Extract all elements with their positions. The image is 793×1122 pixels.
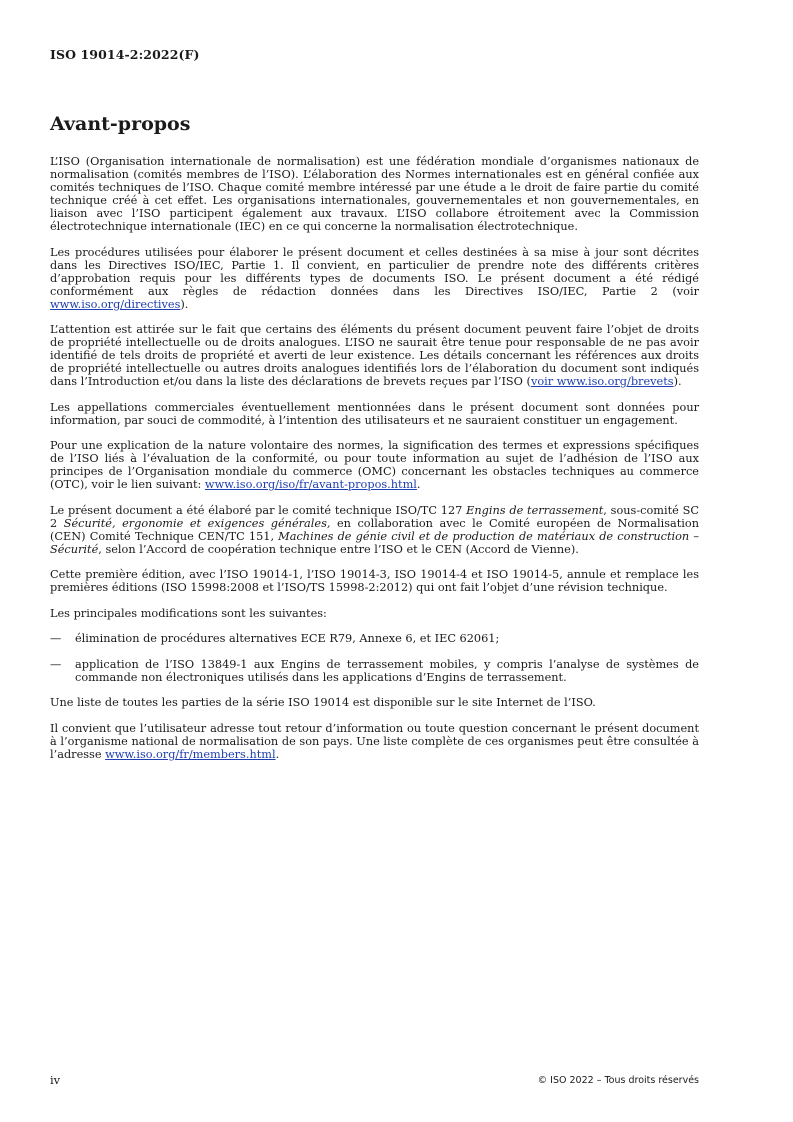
cen-committee-title-italic: Machines de génie civil et de production de matériaux de construction – Sécurité xyxy=(50,529,699,556)
foreword-body xyxy=(50,155,699,773)
committee-text-d: , selon l’Accord de coopération technique entre l’ISO et le CEN (Accord de Vienne). xyxy=(98,542,579,556)
list-dash-marker: — xyxy=(50,632,62,645)
paragraph-patents-text: L’attention est attirée sur le fait que certains des éléments du présent document peuvent faire l’objet de droits de propriété intellectuelle ou de droits analogues. L’ISO ne saurait être tenue pour responsable de ne pas avoir identifié de tels droits de propriété et averti de leur existence. Les détails concernant les références aux droits de propriété intellectuelle ou autres droits analogues identifiés lors de l’élaboration du document sont indiqués dans l’Introduction et/ou dans la liste des déclarations de brevets reçues par l’ISO ( xyxy=(50,323,699,388)
paragraph-patents xyxy=(50,323,699,388)
paragraph-trade-names: Les appellations commerciales éventuellement mentionnées dans le présent document sont données pour information, par souci de commodité, à l’intention des utilisateurs et ne sauraient constituer un engagement. xyxy=(50,400,699,427)
paragraph-voluntary-end: . xyxy=(416,478,421,491)
list-item xyxy=(50,658,699,684)
copyright-notice: © ISO 2022 – Tous droits réservés xyxy=(537,1075,699,1086)
foreword-link[interactable]: www.iso.org/iso/fr/avant-propos.html xyxy=(204,478,417,491)
paragraph-iso-intro: L’ISO (Organisation internationale de normalisation) est une fédération mondiale d’organismes nationaux de normalisation (comités membres de l’ISO). L’élaboration des Normes internationales est en général confiée aux comités techniques de l’ISO. Chaque comité membre intéressé par une étude a le droit de faire partie du comité technique créé à cet effet. Les organisations internationales, gouvernementales et non gouvernementales, en liaison avec l’ISO participent également aux travaux. L’ISO collabore étroitement avec la Commission électrotechnique internationale (IEC) en ce qui concerne la normalisation électrotechnique. xyxy=(50,155,699,233)
subcommittee-title-italic: Sécurité, ergonomie et exigences générales, xyxy=(63,516,331,530)
paragraph-patents-end: ). xyxy=(673,375,682,388)
paragraph-feedback-text: Il convient que l’utilisateur adresse tout retour d’information ou toute question concernant le présent document à l’organisme national de normalisation de son pays. Une liste complète de ces organismes peut être consultée à l’adresse xyxy=(50,721,699,761)
paragraph-procedures-text: Les procédures utilisées pour élaborer le présent document et celles destinées à sa mise à jour sont décrites dans les Directives ISO/IEC, Partie 1. Il convient, en particulier de prendre note des différents critères d’approbation requis pour les différents types de documents ISO. Le présent document a été rédigé conformément aux règles de rédaction données dans les Directives ISO/IEC, Partie 2 (voir xyxy=(50,245,699,298)
paragraph-voluntary-nature xyxy=(50,439,699,491)
page-title: Avant-propos xyxy=(50,113,191,135)
committee-text-b: , sous-comité SC 2 xyxy=(50,503,700,530)
document-id: ISO 19014-2:2022(F) xyxy=(50,47,200,62)
paragraph-procedures xyxy=(50,246,699,311)
patents-link[interactable]: voir www.iso.org/brevets xyxy=(530,375,674,388)
paragraph-series-list: Une liste de toutes les parties de la série ISO 19014 est disponible sur le site Internet de l’ISO. xyxy=(50,696,596,709)
paragraph-voluntary-text: Pour une explication de la nature volontaire des normes, la signification des termes et expressions spécifiques de l’ISO liés à l’évaluation de la conformité, ou pour toute information au sujet de l’adhésion de l’ISO aux principes de l’Organisation mondiale du commerce (OMC) concernant les obstacles techniques au commerce (OTC), voir le lien suivant: xyxy=(50,439,699,491)
committee-text-c: en collaboration avec le Comité européen de Normalisation (CEN) Comité Technique CEN/TC 151, xyxy=(50,516,699,543)
list-item-text: application de l’ISO 13849-1 aux Engins de terrassement mobiles, y compris l’analyse de systèmes de commande non électroniques utilisés dans les applications d’Engins de terrassement. xyxy=(75,657,699,684)
directives-link[interactable]: www.iso.org/directives xyxy=(50,297,181,311)
paragraph-changes-intro: Les principales modifications sont les suivantes: xyxy=(50,606,327,620)
list-item-text: élimination de procédures alternatives ECE R79, Annexe 6, et IEC 62061; xyxy=(75,632,500,645)
paragraph-edition: Cette première édition, avec l’ISO 19014-1, l’ISO 19014-3, ISO 19014-4 et ISO 19014-5, annule et remplace les premières éditions (ISO 15998:2008 et l’ISO/TS 15998-2:2012) qui ont fait l’objet d’une révision technique. xyxy=(50,568,699,594)
committee-text-a: Le présent document a été élaboré par le comité technique ISO/TC 127 xyxy=(50,503,467,517)
list-dash-marker: — xyxy=(50,657,62,671)
members-link[interactable]: www.iso.org/fr/members.html xyxy=(105,747,276,761)
paragraph-feedback-end: . xyxy=(275,747,280,761)
page-number: iv xyxy=(50,1073,61,1087)
paragraph-procedures-end: ). xyxy=(180,297,189,311)
list-item xyxy=(50,632,699,645)
paragraph-feedback xyxy=(50,722,699,761)
committee-title-italic: Engins de terrassement xyxy=(466,503,604,517)
paragraph-committee xyxy=(50,504,699,556)
